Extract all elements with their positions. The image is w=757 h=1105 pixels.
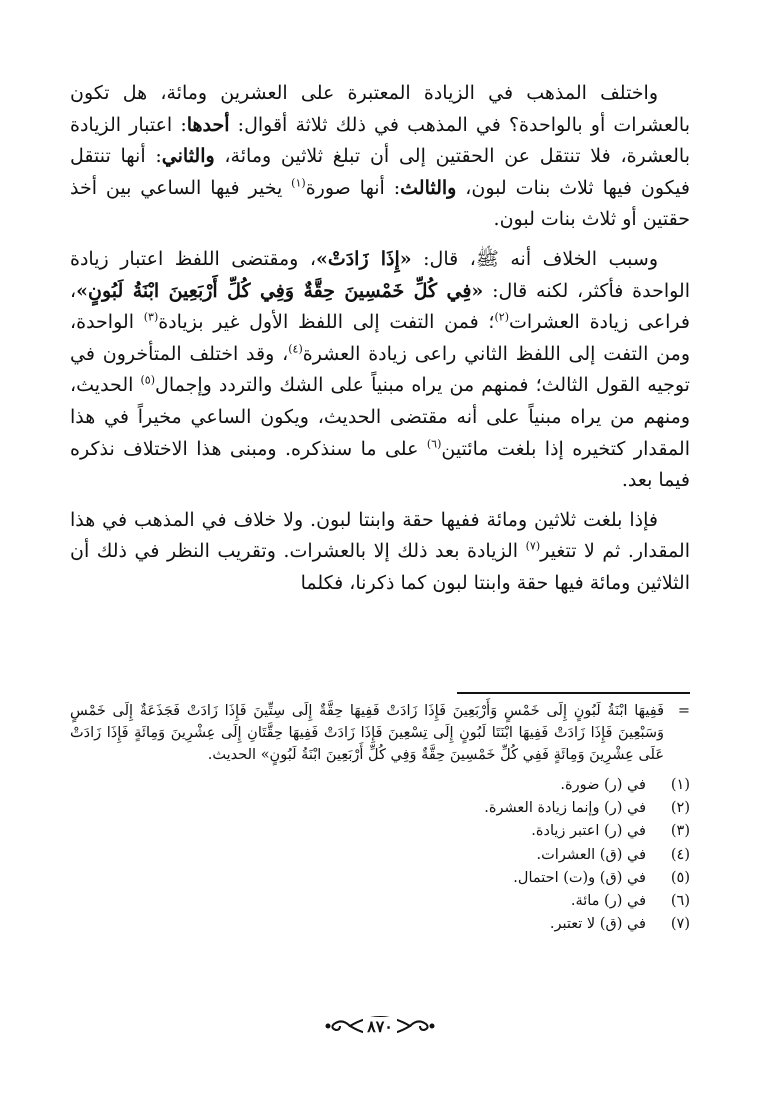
paragraph <box>70 78 690 236</box>
footnote-item <box>70 797 690 820</box>
footnote-number: (٦) <box>670 892 690 909</box>
continuation-text: فَفِيهَا ابْنَةُ لَبُونٍ إِلَى خَمْسٍ وَأَرْبَعِينَ فَإِذَا زَادَتْ فَفِيهَا حِقَّةٌ إِلَى سِتِّينَ فَإِذَا زَادَتْ فَجَذَعَةٌ إِلَى خَمْسٍ وَسَبْعِينَ فَإِذَا زَادَتْ فَفِيهَا ابْنَتَا لَبُونٍ إِلَى تِسْعِينَ فَإِذَا زَادَتْ فَفِيهَا حِقَّتَانِ إِلَى عِشْرِينَ وَمِائَةٍ فَإِذَا زَادَتْ عَلَى عِشْرِينَ وَمِائَةٍ فَفِي كُلِّ خَمْسِينَ حِقَّةٌ وَفِي كُلِّ أَرْبَعِينَ ابْنَةُ لَبُونٍ» الحديث. <box>70 703 664 763</box>
footnote-text: في (ر) ضورة. <box>560 777 646 793</box>
text-segment: وسبب الخلاف أنه ﷺ، قال: <box>411 247 658 270</box>
footnote-number: (٥) <box>670 869 690 886</box>
footnote-list <box>70 774 690 936</box>
footnote-ref: (٤) <box>288 342 303 356</box>
paragraph <box>70 505 690 600</box>
bold-text-segment: والثاني <box>161 145 215 168</box>
bold-text-segment: «إِذَا زَادَتْ» <box>315 247 412 270</box>
continuation-marker: = <box>677 703 690 719</box>
text-segment: واختلف المذهب في الزيادة المعتبرة على العشرين ومائة، هل تكون بالعشرات أو بالواحدة؟ في المذهب في ذلك ثلاثة أقوال: <box>70 82 690 136</box>
footnote-ref: (١) <box>291 176 306 190</box>
footnote-item <box>70 844 690 867</box>
bold-text-segment: «فِي كُلِّ خَمْسِينَ حِقَّةٌ وَفِي كُلِّ أَرْبَعِينَ ابْنَةُ لَبُونٍ» <box>76 279 484 302</box>
footnote-ref: (٢) <box>494 310 509 324</box>
footnote-number: (١) <box>670 777 690 793</box>
footnote-number: (٤) <box>670 846 690 863</box>
text-segment: الزيادة بعد ذلك إلا بالعشرات. وتقريب النظر في ذلك أن الثلاثين ومائة فيها حقة وابنتا لبون كما ذكرنا، فكلما <box>70 540 690 594</box>
footnote-number: (٧) <box>670 916 690 933</box>
text-segment: على ما سنذكره. ومبنى هذا الاختلاف نذكره فيما بعد. <box>70 437 690 492</box>
footnote-text: في (ر) وإنما زيادة العشرة. <box>484 800 646 817</box>
footnote-text: في (ق) لا تعتبر. <box>549 916 646 933</box>
text-segment: ؛ فمن التفت إلى اللفظ الأول غير بزيادة <box>158 311 495 334</box>
footnote-continuation <box>70 700 690 766</box>
text-segment: الحديث، ومنهم من يراه مبنياً على أنه مقتضى الحديث، ويكون الساعي مخيراً في هذا المقدار كتخيره إذا بلغت مائتين <box>70 374 690 460</box>
text-segment: فإذا بلغت ثلاثين ومائة ففيها حقة وابنتا لبون. ولا خلاف في المذهب في هذا المقدار. ثم لا تتغير <box>70 508 690 563</box>
main-text <box>70 78 690 608</box>
text-segment: : أنها صورة <box>305 176 401 199</box>
text-segment: يخير فيها الساعي بين أخذ حقتين أو ثلاث بنات لبون. <box>70 176 690 231</box>
text-segment: ، وقد اختلف المتأخرون في توجيه القول الثالث؛ فمنهم من يراه مبنياً على الشك والتردد وإجمال <box>70 342 690 397</box>
bold-text-segment: والثالث <box>400 176 457 199</box>
footnote-item <box>70 867 690 890</box>
footnote-separator <box>457 692 690 694</box>
footnote-text: في (ر) مائة. <box>570 892 646 909</box>
text-segment: : أنها تنتقل فيكون فيها ثلاث بنات لبون، <box>70 145 690 199</box>
footnote-item <box>70 913 690 936</box>
footnote-text: في (ق) و(ت) احتمال. <box>513 869 646 886</box>
text-segment: : اعتبار الزيادة بالعشرة، فلا تنتقل عن الحقتين إلى أن تبلغ ثلاثين ومائة، <box>70 113 690 168</box>
text-segment: الواحدة، ومن التفت إلى اللفظ الثاني راعى زيادة العشرة <box>70 311 690 365</box>
text-segment: ، ومقتضى اللفظ اعتبار زيادة الواحدة فأكثر، لكنه قال: <box>70 247 690 302</box>
text-segment: ، فراعى زيادة العشرات <box>70 279 690 334</box>
footnote-ref: (٣) <box>143 310 159 324</box>
paragraph <box>70 244 690 497</box>
footnote-text: في (ر) اعتبر زيادة. <box>531 823 646 840</box>
footnote-ref: (٦) <box>426 437 442 451</box>
footnote-ref: (٥) <box>140 374 156 388</box>
bold-text-segment: أحدها <box>186 113 230 136</box>
footnote-item <box>70 890 690 913</box>
footnote-text: في (ق) العشرات. <box>536 846 646 863</box>
footnote-number: (٣) <box>670 823 690 840</box>
footnotes-section <box>70 700 690 936</box>
footnote-ref: (٧) <box>525 539 541 553</box>
footnote-item <box>70 820 690 843</box>
footnote-item <box>70 774 690 797</box>
footnote-number: (٢) <box>670 800 690 817</box>
page-number: ٨٧٠ <box>363 1017 397 1036</box>
page-number-ornament <box>320 1010 440 1042</box>
